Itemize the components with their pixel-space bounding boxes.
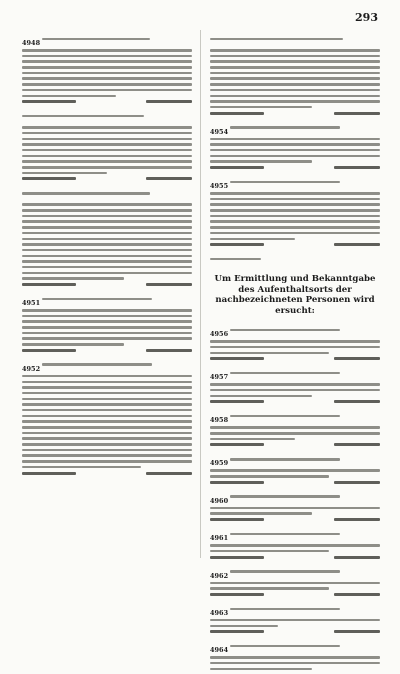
entry-first-line bbox=[210, 30, 380, 49]
text-line bbox=[210, 192, 380, 195]
place-date-line bbox=[210, 556, 264, 559]
text-line bbox=[210, 95, 380, 98]
text-line bbox=[210, 662, 380, 665]
section-heading: Um Ermittlung und Bekanntgabe des Aufenthaltsorts der nachbezeichneten Personen wird ersucht: bbox=[214, 274, 376, 316]
court-signoff-line bbox=[334, 400, 380, 403]
text-line bbox=[22, 172, 107, 175]
court-signoff-line bbox=[334, 243, 380, 246]
notice-entry bbox=[210, 407, 380, 446]
notice-entry bbox=[210, 637, 380, 670]
text-line bbox=[22, 138, 192, 141]
text-line bbox=[210, 258, 261, 261]
text-line bbox=[22, 149, 192, 152]
place-date-signoff bbox=[210, 243, 380, 246]
page-number: 293 bbox=[355, 11, 378, 24]
text-line bbox=[22, 315, 192, 318]
text-line bbox=[210, 340, 380, 343]
entry-number: 4958 bbox=[210, 416, 229, 425]
notice-entry bbox=[210, 450, 380, 483]
text-line bbox=[210, 625, 278, 628]
place-date-signoff bbox=[210, 443, 380, 446]
place-date-line bbox=[22, 472, 76, 475]
place-date-signoff bbox=[22, 283, 192, 286]
text-line bbox=[42, 298, 152, 301]
text-line bbox=[22, 337, 192, 340]
text-line bbox=[210, 83, 380, 86]
text-line bbox=[210, 143, 380, 146]
text-line bbox=[22, 83, 192, 86]
court-signoff-line bbox=[146, 100, 192, 103]
place-date-signoff bbox=[210, 593, 380, 596]
court-signoff-line bbox=[334, 481, 380, 484]
text-line bbox=[210, 512, 312, 515]
text-line bbox=[210, 160, 312, 163]
text-line bbox=[22, 437, 192, 440]
entry-number: 4964 bbox=[210, 646, 229, 655]
text-line bbox=[210, 352, 329, 355]
text-line bbox=[42, 363, 152, 366]
entry-number: 4955 bbox=[210, 182, 229, 190]
place-date-line bbox=[210, 400, 264, 403]
place-date-signoff bbox=[22, 349, 192, 352]
entry-number: 4948 bbox=[22, 39, 41, 47]
text-line bbox=[210, 215, 380, 218]
text-line bbox=[210, 209, 380, 212]
entry-first-line bbox=[210, 321, 380, 340]
text-line bbox=[230, 645, 340, 648]
text-line bbox=[210, 238, 295, 241]
place-date-line bbox=[210, 518, 264, 521]
place-date-signoff bbox=[210, 481, 380, 484]
court-signoff-line bbox=[334, 630, 380, 633]
text-line bbox=[210, 656, 380, 659]
entry-first-line bbox=[210, 250, 380, 269]
text-line bbox=[22, 266, 192, 269]
text-line bbox=[210, 155, 380, 158]
entry-number: 4963 bbox=[210, 608, 229, 617]
text-line bbox=[210, 544, 380, 547]
court-signoff-line bbox=[146, 349, 192, 352]
text-line bbox=[210, 60, 380, 63]
entry-number: 4956 bbox=[210, 330, 229, 339]
entry-number: 4960 bbox=[210, 496, 229, 505]
text-line bbox=[230, 570, 340, 573]
text-line bbox=[210, 432, 380, 435]
entry-first-line bbox=[22, 184, 192, 203]
text-line bbox=[210, 438, 295, 441]
text-line bbox=[210, 203, 380, 206]
text-line bbox=[22, 95, 116, 98]
text-line bbox=[210, 232, 380, 235]
notice-entry bbox=[210, 364, 380, 403]
text-line bbox=[230, 415, 340, 418]
entry-first-line bbox=[22, 290, 192, 309]
text-line bbox=[210, 149, 380, 152]
text-line bbox=[22, 155, 192, 158]
place-date-line bbox=[210, 593, 264, 596]
entry-first-line bbox=[210, 525, 380, 544]
text-line bbox=[22, 55, 192, 58]
text-line bbox=[22, 132, 192, 135]
text-line bbox=[210, 100, 380, 103]
text-line bbox=[210, 38, 343, 41]
text-line bbox=[230, 495, 340, 498]
text-line bbox=[230, 458, 340, 461]
text-line bbox=[230, 126, 340, 129]
text-line bbox=[210, 587, 329, 590]
court-signoff-line bbox=[334, 593, 380, 596]
text-line bbox=[22, 66, 192, 69]
notice-entry bbox=[210, 30, 380, 115]
text-line bbox=[22, 89, 192, 92]
text-line bbox=[22, 160, 192, 163]
notice-entry bbox=[210, 488, 380, 521]
entry-first-line bbox=[210, 407, 380, 426]
entry-first-line bbox=[210, 488, 380, 507]
notice-entry bbox=[210, 119, 380, 169]
text-line bbox=[22, 420, 192, 423]
place-date-line bbox=[210, 443, 264, 446]
court-signoff-line bbox=[334, 518, 380, 521]
notice-entry bbox=[22, 30, 192, 103]
text-line bbox=[22, 449, 192, 452]
notice-entry bbox=[210, 173, 380, 246]
place-date-signoff bbox=[210, 166, 380, 169]
text-line bbox=[22, 432, 192, 435]
place-date-signoff bbox=[22, 472, 192, 475]
text-line bbox=[22, 72, 192, 75]
place-date-signoff bbox=[210, 400, 380, 403]
text-line bbox=[22, 386, 192, 389]
place-date-line bbox=[210, 481, 264, 484]
text-line bbox=[22, 277, 124, 280]
place-date-signoff bbox=[210, 112, 380, 115]
text-line bbox=[210, 668, 312, 671]
text-line bbox=[210, 220, 380, 223]
place-date-line bbox=[210, 357, 264, 360]
text-line bbox=[22, 460, 192, 463]
text-line bbox=[22, 454, 192, 457]
place-date-signoff bbox=[210, 556, 380, 559]
place-date-line bbox=[22, 283, 76, 286]
entry-first-line bbox=[210, 364, 380, 383]
entry-first-line bbox=[22, 30, 192, 49]
entry-number: 4951 bbox=[22, 299, 41, 307]
text-line bbox=[22, 398, 192, 401]
place-date-signoff bbox=[210, 518, 380, 521]
text-line bbox=[210, 395, 312, 398]
text-line bbox=[210, 106, 312, 109]
entry-first-line bbox=[210, 173, 380, 192]
text-line bbox=[22, 415, 192, 418]
court-signoff-line bbox=[334, 357, 380, 360]
entry-number: 4959 bbox=[210, 459, 229, 468]
notice-entry bbox=[22, 356, 192, 475]
text-line bbox=[210, 582, 380, 585]
place-date-line bbox=[22, 349, 76, 352]
text-line bbox=[22, 332, 192, 335]
notice-entry bbox=[210, 250, 380, 269]
text-line bbox=[210, 49, 380, 52]
right-column-upper-entries bbox=[210, 30, 380, 269]
entry-number: 4961 bbox=[210, 534, 229, 543]
text-line bbox=[22, 409, 192, 412]
text-line bbox=[22, 203, 192, 206]
text-line bbox=[22, 426, 192, 429]
text-line bbox=[22, 272, 192, 275]
text-line bbox=[22, 392, 192, 395]
entry-first-line bbox=[210, 637, 380, 656]
entry-number: 4952 bbox=[22, 364, 41, 373]
text-line bbox=[230, 329, 340, 332]
text-line bbox=[210, 77, 380, 80]
notice-entry bbox=[210, 525, 380, 558]
text-line bbox=[22, 115, 144, 118]
text-line bbox=[230, 608, 340, 611]
column-divider bbox=[200, 30, 201, 558]
text-line bbox=[22, 466, 141, 469]
entry-first-line bbox=[210, 600, 380, 619]
court-signoff-line bbox=[146, 472, 192, 475]
text-line bbox=[42, 38, 150, 41]
text-line bbox=[22, 209, 192, 212]
text-line bbox=[210, 469, 380, 472]
text-line bbox=[22, 403, 192, 406]
text-line bbox=[210, 226, 380, 229]
place-date-signoff bbox=[22, 100, 192, 103]
text-line bbox=[210, 475, 329, 478]
text-line bbox=[22, 126, 192, 129]
text-line bbox=[22, 260, 192, 263]
text-line bbox=[22, 381, 192, 384]
text-line bbox=[210, 426, 380, 429]
text-line bbox=[22, 143, 192, 146]
text-line bbox=[22, 326, 192, 329]
text-line bbox=[210, 138, 380, 141]
court-signoff-line bbox=[146, 177, 192, 180]
text-line bbox=[210, 619, 380, 622]
notice-entry bbox=[22, 107, 192, 180]
text-line bbox=[22, 232, 192, 235]
notice-entry bbox=[210, 563, 380, 596]
text-line bbox=[230, 533, 340, 536]
right-column-lower-entries bbox=[210, 321, 380, 670]
place-date-line bbox=[210, 112, 264, 115]
place-date-line bbox=[210, 166, 264, 169]
entry-first-line bbox=[22, 107, 192, 126]
entry-first-line bbox=[22, 356, 192, 375]
notice-entry bbox=[210, 600, 380, 633]
text-line bbox=[210, 66, 380, 69]
text-line bbox=[210, 72, 380, 75]
place-date-signoff bbox=[22, 177, 192, 180]
text-line bbox=[210, 198, 380, 201]
text-line bbox=[210, 55, 380, 58]
text-line bbox=[22, 443, 192, 446]
text-line bbox=[22, 309, 192, 312]
place-date-line bbox=[22, 177, 76, 180]
text-line bbox=[230, 372, 340, 375]
text-line bbox=[22, 49, 192, 52]
left-column bbox=[22, 30, 192, 479]
place-date-signoff bbox=[210, 357, 380, 360]
entry-number: 4954 bbox=[210, 127, 229, 136]
entry-number: 4962 bbox=[210, 571, 229, 580]
text-line bbox=[22, 243, 192, 246]
text-line bbox=[210, 389, 380, 392]
notice-entry bbox=[210, 321, 380, 360]
entry-first-line bbox=[210, 563, 380, 582]
text-line bbox=[210, 346, 380, 349]
place-date-signoff bbox=[210, 630, 380, 633]
notice-entry bbox=[22, 184, 192, 286]
text-line bbox=[22, 192, 150, 195]
text-line bbox=[22, 166, 192, 169]
text-line bbox=[22, 255, 192, 258]
text-line bbox=[230, 181, 340, 184]
text-line bbox=[22, 249, 192, 252]
text-line bbox=[210, 383, 380, 386]
place-date-line bbox=[210, 243, 264, 246]
court-signoff-line bbox=[334, 443, 380, 446]
place-date-line bbox=[22, 100, 76, 103]
right-column bbox=[210, 30, 380, 674]
court-signoff-line bbox=[334, 112, 380, 115]
text-line bbox=[22, 215, 192, 218]
place-date-line bbox=[210, 630, 264, 633]
text-line bbox=[210, 507, 380, 510]
entry-first-line bbox=[210, 119, 380, 138]
text-line bbox=[22, 375, 192, 378]
notice-entry bbox=[22, 290, 192, 352]
text-line bbox=[210, 550, 329, 553]
text-line bbox=[22, 238, 192, 241]
entry-number: 4957 bbox=[210, 373, 229, 382]
text-line bbox=[22, 220, 192, 223]
text-line bbox=[22, 60, 192, 63]
text-line bbox=[22, 226, 192, 229]
court-signoff-line bbox=[334, 166, 380, 169]
text-line bbox=[22, 343, 124, 346]
court-signoff-line bbox=[334, 556, 380, 559]
entry-first-line bbox=[210, 450, 380, 469]
text-line bbox=[22, 320, 192, 323]
court-signoff-line bbox=[146, 283, 192, 286]
text-line bbox=[22, 77, 192, 80]
text-line bbox=[210, 89, 380, 92]
